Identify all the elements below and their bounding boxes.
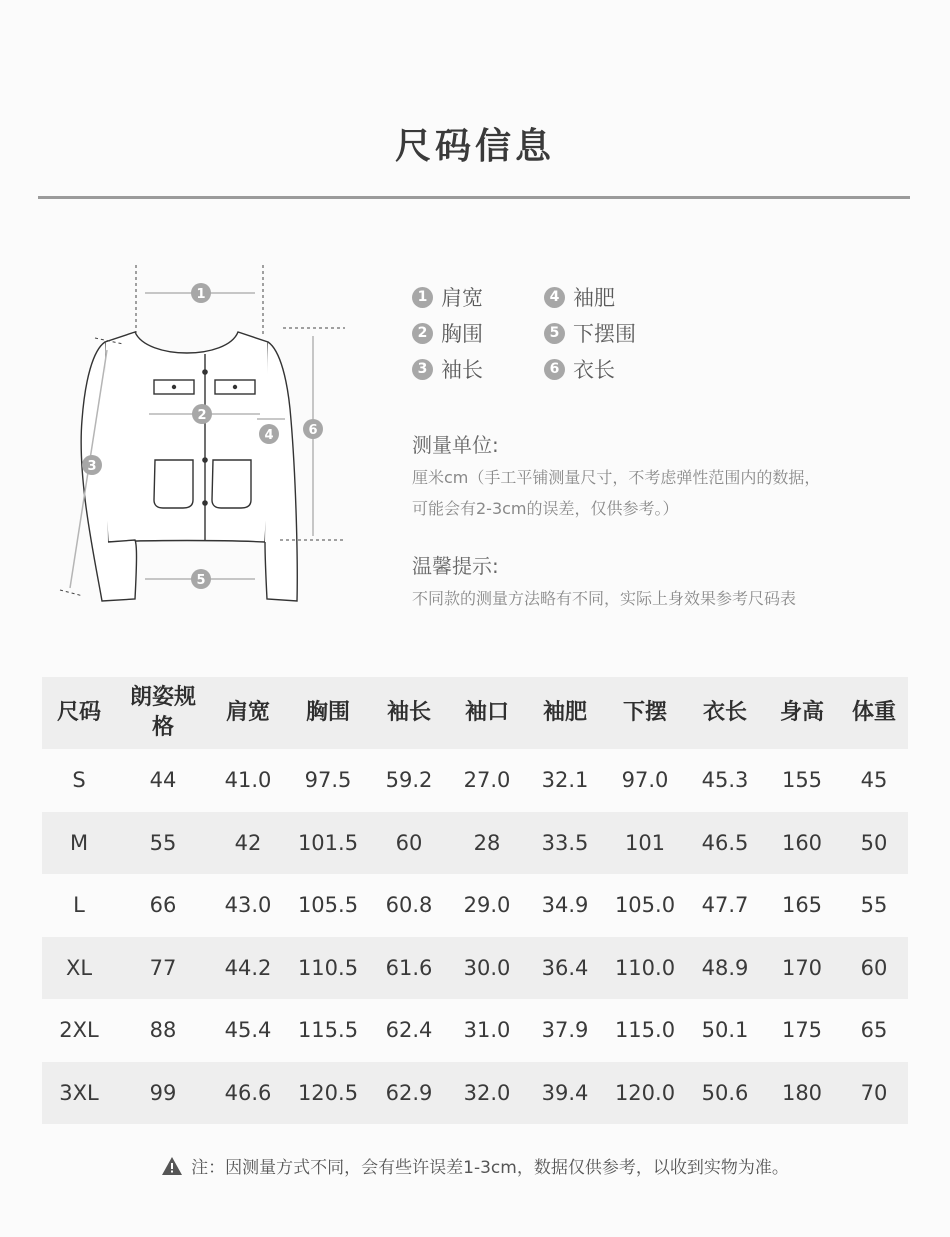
cell: S bbox=[72, 768, 86, 793]
cell: 29.0 bbox=[463, 893, 511, 918]
cell: 175 bbox=[781, 1018, 823, 1043]
header-sleeve-width: 袖肥 bbox=[542, 700, 587, 725]
header-sleeve-length: 袖长 bbox=[386, 700, 431, 725]
header-length: 衣长 bbox=[702, 700, 747, 725]
cell: 50.6 bbox=[701, 1080, 749, 1105]
warning-icon bbox=[161, 1156, 183, 1176]
legend-shoulder: 1 肩宽 bbox=[412, 283, 544, 311]
cell: 42 bbox=[234, 830, 262, 855]
table-row bbox=[42, 874, 908, 937]
cell: 36.4 bbox=[541, 955, 589, 980]
table-row bbox=[42, 937, 908, 1000]
cell: 32.1 bbox=[541, 768, 589, 793]
cell: 50 bbox=[860, 830, 888, 855]
cell: 50.1 bbox=[701, 1018, 749, 1043]
header-hem: 下摆 bbox=[622, 700, 667, 725]
cell: 110.5 bbox=[297, 955, 359, 980]
cell: 115.0 bbox=[614, 1018, 676, 1043]
tip-text: 不同款的测量方法略有不同，实际上身效果参考尺码表 bbox=[412, 589, 797, 608]
marker-3: 3 bbox=[87, 459, 97, 474]
header-size: 尺码 bbox=[56, 700, 101, 725]
cell: 45.3 bbox=[701, 768, 749, 793]
cell: 45.4 bbox=[224, 1018, 272, 1043]
marker-6: 6 bbox=[308, 423, 318, 438]
cell: 77 bbox=[149, 955, 177, 980]
cell: 55 bbox=[149, 830, 177, 855]
cell: XL bbox=[65, 955, 93, 980]
cell: 41.0 bbox=[224, 768, 272, 793]
cell: 60 bbox=[395, 830, 423, 855]
cell: 27.0 bbox=[463, 768, 511, 793]
header-weight: 体重 bbox=[851, 700, 896, 725]
footnote-text: 注：因测量方式不同，会有些许误差1-3cm，数据仅供参考，以收到实物为准。 bbox=[191, 1158, 789, 1178]
cell: 44.2 bbox=[224, 955, 272, 980]
marker-5: 5 bbox=[196, 573, 206, 588]
header-height: 身高 bbox=[779, 700, 824, 725]
cell: 97.0 bbox=[621, 768, 669, 793]
cell: 46.6 bbox=[224, 1080, 272, 1105]
cell: 97.5 bbox=[304, 768, 352, 793]
cell: 120.0 bbox=[614, 1080, 676, 1105]
cell: 48.9 bbox=[701, 955, 749, 980]
cell: M bbox=[69, 830, 89, 855]
table-row bbox=[42, 812, 908, 875]
cell: 31.0 bbox=[463, 1018, 511, 1043]
header-shoulder: 肩宽 bbox=[225, 700, 270, 725]
cell: 30.0 bbox=[463, 955, 511, 980]
cell: 155 bbox=[781, 768, 823, 793]
cell: 2XL bbox=[59, 1018, 99, 1043]
cell: 32.0 bbox=[463, 1080, 511, 1105]
cell: 70 bbox=[860, 1080, 888, 1105]
cell: 60 bbox=[860, 955, 888, 980]
unit-heading: 测量单位: bbox=[412, 433, 499, 457]
cell: L bbox=[73, 893, 85, 918]
cell: 115.5 bbox=[297, 1018, 359, 1043]
cell: 170 bbox=[781, 955, 823, 980]
cell: 62.9 bbox=[385, 1080, 433, 1105]
table-row bbox=[42, 1062, 908, 1125]
cell: 101 bbox=[624, 830, 666, 855]
cell: 59.2 bbox=[385, 768, 433, 793]
marker-1: 1 bbox=[196, 287, 206, 302]
cell: 105.5 bbox=[297, 893, 359, 918]
cell: 180 bbox=[781, 1080, 823, 1105]
cell: 46.5 bbox=[701, 830, 749, 855]
cell: 88 bbox=[149, 1018, 177, 1043]
table-row bbox=[42, 999, 908, 1062]
table-row bbox=[42, 749, 908, 812]
size-table bbox=[42, 677, 908, 1124]
cell: 39.4 bbox=[541, 1080, 589, 1105]
tip-heading: 温馨提示: bbox=[412, 554, 499, 578]
title-divider bbox=[38, 196, 910, 199]
cell: 105.0 bbox=[614, 893, 676, 918]
cell: 28 bbox=[473, 830, 501, 855]
unit-text: 厘米cm（手工平铺测量尺寸，不考虑弹性范围内的数据， 可能会有2-3cm的误差，仅供参考。） bbox=[412, 468, 821, 518]
marker-4: 4 bbox=[264, 428, 274, 443]
page-title: 尺码信息 bbox=[394, 126, 555, 167]
cell: 65 bbox=[860, 1018, 888, 1043]
measurement-legend bbox=[412, 283, 912, 614]
cell: 99 bbox=[149, 1080, 177, 1105]
cell: 101.5 bbox=[297, 830, 359, 855]
cell: 44 bbox=[149, 768, 177, 793]
cell: 60.8 bbox=[385, 893, 433, 918]
cell: 47.7 bbox=[701, 893, 749, 918]
cell: 66 bbox=[149, 893, 177, 918]
legend-hem: 5 下摆围 bbox=[544, 319, 704, 347]
cell: 3XL bbox=[59, 1080, 99, 1105]
jacket-diagram bbox=[55, 260, 355, 610]
marker-2: 2 bbox=[197, 408, 207, 423]
cell: 61.6 bbox=[385, 955, 433, 980]
cell: 37.9 bbox=[541, 1018, 589, 1043]
legend-sleeve-length: 3 袖长 bbox=[412, 355, 544, 383]
legend-sleeve-width: 4 袖肥 bbox=[544, 283, 704, 311]
cell: 34.9 bbox=[541, 893, 589, 918]
legend-length: 6 衣长 bbox=[544, 355, 704, 383]
cell: 45 bbox=[860, 768, 888, 793]
legend-chest: 2 胸围 bbox=[412, 319, 544, 347]
cell: 160 bbox=[781, 830, 823, 855]
header-chest: 胸围 bbox=[305, 700, 350, 725]
table-header-row bbox=[42, 677, 908, 749]
header-cuff: 袖口 bbox=[464, 700, 509, 725]
cell: 62.4 bbox=[385, 1018, 433, 1043]
cell: 55 bbox=[860, 893, 888, 918]
cell: 33.5 bbox=[541, 830, 589, 855]
footnote bbox=[0, 1153, 950, 1178]
cell: 165 bbox=[781, 893, 823, 918]
cell: 110.0 bbox=[614, 955, 676, 980]
cell: 120.5 bbox=[297, 1080, 359, 1105]
cell: 43.0 bbox=[224, 893, 272, 918]
header-brand-size: 朗姿规格 bbox=[129, 685, 196, 740]
